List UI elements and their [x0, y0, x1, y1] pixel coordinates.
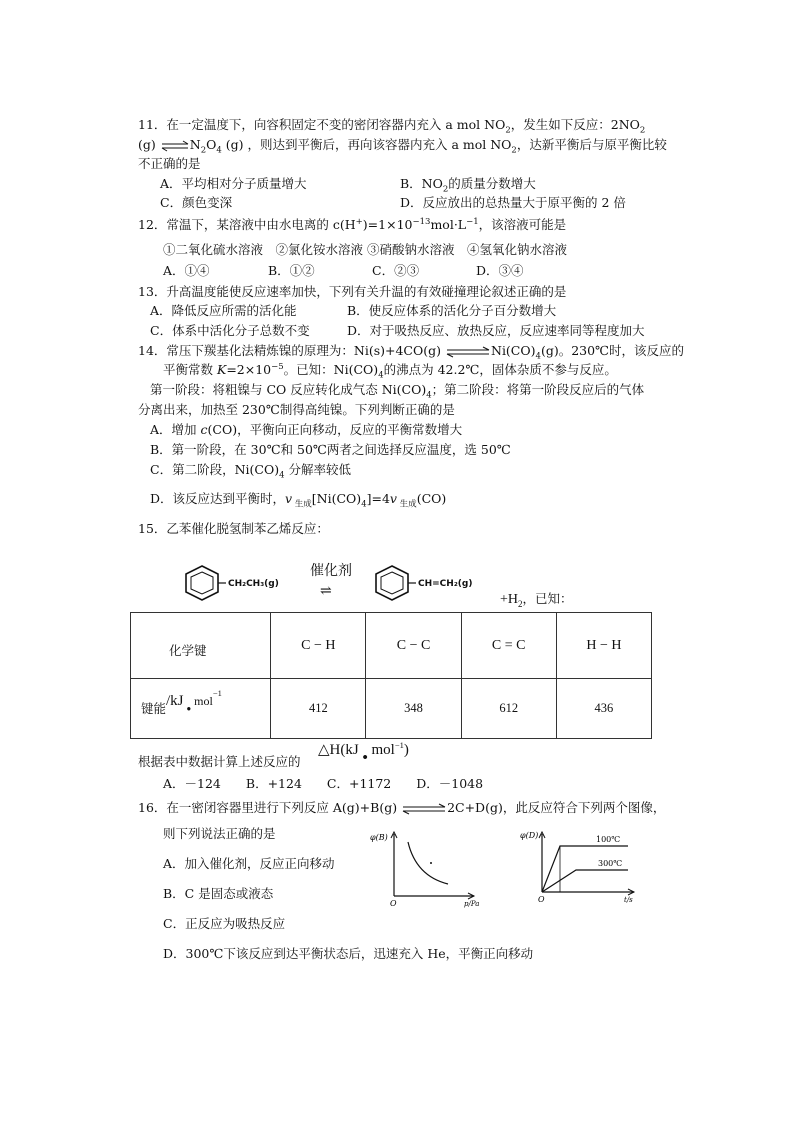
q11-n2o4: N [189, 137, 201, 152]
table-cell: 化学键 [131, 613, 271, 679]
q13-option-c: C．体系中活化分子总数不变 [150, 323, 310, 338]
q12-text-a: 12．常温下，某溶液中由水电离的 c(H [138, 217, 356, 232]
q14-line3: 第一阶段：将粗镍与 CO 反应转化成气态 $Ni(CO)_4$；第二阶段：将第一阶段反应后的气体 [150, 382, 645, 401]
row-label-exp: −1 [212, 687, 222, 698]
q14-option-a [150, 421, 462, 439]
q14-l2b: =2×10 [226, 362, 272, 377]
q12-exp2: −1 [466, 216, 479, 227]
q12-option-d: D．③④ [476, 263, 524, 278]
q14-od-v: v [285, 491, 293, 506]
q11-line3: 不正确的是 [138, 156, 201, 171]
hydrogen-product: $+H_2$，已知： [500, 592, 573, 609]
pressure-curve [408, 842, 448, 884]
graph1-xlabel: p/Pa [464, 900, 480, 908]
table-row-label: 键能/kJ • mol$^{-1}$ [131, 679, 271, 739]
q14-od-sub2: 生成 [396, 499, 417, 510]
q12-line2: ①二氧化硫水溶液 ②氯化铵水溶液 ③硝酸钠水溶液 ④氢氧化钠水溶液 [163, 242, 567, 257]
q15-options: A．－124 B．+124 C．+1172 D．－1048 [163, 776, 484, 791]
q12-text-c: mol·L [430, 217, 467, 232]
q14-od-a: D．该反应达到平衡时， [150, 491, 286, 506]
table-cell: 412 [271, 679, 366, 739]
q11-line1: 11．在一定温度下，向容积固定不变的密闭容器内充入 a mol $NO_2$，发生如下反应：$2NO_2$ [138, 117, 646, 136]
dh-a: △H(kJ [318, 742, 359, 758]
table-cell: C − C [366, 613, 461, 679]
q16-text-b: 2C+D(g)，此反应符合下列两个图像， [447, 800, 666, 815]
q14-oc-b: 分解率较低 [284, 462, 351, 477]
q16-option-c: C．正反应为吸热反应 [163, 916, 286, 931]
q14-oc-a: C．第二阶段，Ni(CO) [150, 462, 280, 477]
q16-line2: 则下列说法正确的是 [163, 826, 276, 841]
q13-option-a: A．降低反应所需的活化能 [150, 303, 297, 318]
q11-option-a: A．平均相对分子质量增大 [160, 176, 307, 191]
q12-option-a: A．①④ [163, 263, 210, 278]
q12-exp: −13 [412, 216, 431, 227]
table-cell: 612 [461, 679, 556, 739]
q12-option-c: C．②③ [372, 263, 420, 278]
dh-b: mol [371, 742, 395, 758]
equilibrium-arrow-icon [401, 803, 447, 815]
q14-l2a: 平衡常数 [163, 362, 217, 377]
q14-oa-c: c [200, 422, 208, 437]
q11-line2: (g) $N_2O_4$ (g) ，则达到平衡后，再向该容器内充入 a mol $NO_2$，达新平衡后与原平衡比较 [138, 137, 667, 156]
q14-l2c: 。已知：Ni(CO) [283, 362, 379, 377]
q11-optb-a: B．NO [400, 176, 443, 191]
q12-text-b: )=1×10 [362, 217, 413, 232]
q12-line1: 12．常温下，某溶液中由水电离的 $c(H^+)=1\times 10^{-13}mol\cdot L^{-1}$，该溶液可能是 [138, 216, 567, 232]
q14-od-v2: v [389, 491, 397, 506]
q14-option-b: B．第一阶段，在 30℃和 50℃两者之间选择反应温度，选 50℃ [150, 442, 511, 457]
q14-line1: 14．常压下羰基化法精炼镍的原理为：Ni(s)+4CO(g) $Ni(CO)_4(g)$。230℃时，该反应的 [138, 343, 685, 362]
q11-option-c: C．颜色变深 [160, 195, 233, 210]
q16-option-b: B．C 是固态或液态 [163, 886, 274, 901]
q14-text-b: Ni(CO) [491, 343, 536, 358]
q12-text-d: ，该溶液可能是 [478, 217, 567, 232]
q14-oa-a: A．增加 [150, 422, 201, 437]
dh-exp: −1 [394, 740, 404, 750]
known-text: ，已知： [522, 592, 573, 606]
q14-text-a: 14．常压下羰基化法精炼镍的原理为：Ni(s)+4CO(g) [138, 343, 442, 358]
q11-text-2e: ，达新平衡后与原平衡比较 [516, 137, 667, 152]
q14-l2d: 的沸点为 42.2℃，固体杂质不参与反应。 [383, 362, 617, 377]
dh-c: ) [403, 742, 409, 758]
q14-exp: −5 [271, 361, 284, 372]
q14-l3b: ；第二阶段：将第一阶段反应后的气体 [431, 382, 645, 397]
q11-text-1b: ，发生如下反应：2NO [510, 117, 640, 132]
ethylbenzene-formula: CH₂CH₃(g) [228, 579, 279, 589]
table-cell: H − H [556, 613, 651, 679]
styrene-formula: CH=CH₂(g) [418, 579, 473, 589]
q13-option-b: B．使反应体系的活化分子百分数增大 [347, 303, 557, 318]
q14-option-d: D．该反应达到平衡时，v $_{生成}[Ni(CO)_4]=4v$ $_{生成}$(CO) [150, 491, 447, 510]
row-label-c: mol [194, 694, 213, 708]
q13-line1: 13．升高温度能使反应速率加快，下列有关升温的有效碰撞理论叙述正确的是 [138, 284, 567, 299]
q14-l3a: 第一阶段：将粗镍与 CO 反应转化成气态 Ni(CO) [150, 382, 427, 397]
graph-phi-b-vs-pressure [370, 826, 480, 908]
table-cell: C = C [461, 613, 556, 679]
q15-calc: 根据表中数据计算上述反应的 [138, 754, 301, 769]
q14-oa-b: (CO)，平衡向正向移动，反应的平衡常数增大 [207, 422, 463, 437]
graph2-curve2: 300℃ [598, 859, 623, 868]
q14-od-d: (CO) [416, 491, 447, 506]
q13-option-d: D．对于吸热反应、放热反应，反应速率同等程度加大 [347, 323, 645, 338]
graph2-curve1: 100℃ [596, 835, 621, 844]
row-label-b: /kJ [166, 693, 184, 709]
equilibrium-arrow-icon [160, 140, 190, 152]
q15-delta-h: △H(kJ • mol$^{-1}$) [318, 740, 409, 766]
curve-100c [542, 846, 628, 892]
q16-line1 [138, 799, 665, 817]
q11-state: (g) [138, 137, 156, 152]
table-row [131, 679, 652, 739]
bond-energy-table [130, 612, 652, 739]
q11-option-d: D．反应放出的总热量大于原平衡的 2 倍 [400, 195, 626, 210]
plus-h2: +H [500, 592, 519, 607]
graph1-origin: O [390, 899, 397, 908]
equilibrium-arrow-icon [445, 346, 491, 358]
catalyst-label: 催化剂 [310, 563, 352, 579]
table-header-row [131, 613, 652, 679]
curve-300c [542, 870, 628, 892]
q11-text-1: 11．在一定温度下，向容积固定不变的密闭容器内充入 a mol NO [138, 117, 506, 132]
q16-option-a: A．加入催化剂，反应正向移动 [163, 856, 335, 871]
q14-line2: 平衡常数 $K=2\times 10^{-5}$。已知：$Ni(CO)_4$的沸点为 42.2℃，固体杂质不参与反应。 [163, 361, 617, 381]
q11-option-b: B．$NO_2$的质量分数增大 [400, 176, 536, 195]
q15-line1: 15．乙苯催化脱氢制苯乙烯反应： [138, 521, 329, 536]
graph2-ylabel: φ(D) [520, 831, 539, 840]
q16-text-a: 16．在一密闭容器里进行下列反应 A(g)+B(g) [138, 800, 398, 815]
q14-text-c: (g)。230℃时，该反应的 [540, 343, 685, 358]
q14-od-c: ]=4 [366, 491, 390, 506]
table-cell: C − H [271, 613, 366, 679]
row-label-a: 键能 [141, 702, 167, 716]
table-cell: 348 [366, 679, 461, 739]
graph-phi-d-vs-time [520, 826, 640, 908]
q14-line4: 分离出来，加热至 230℃制得高纯镍。下列判断正确的是 [138, 402, 455, 417]
q12-option-b: B．①② [268, 263, 315, 278]
q14-k: K [216, 362, 227, 377]
q14-od-b: [Ni(CO) [311, 491, 362, 506]
q11-text-2: (g) ，则达到平衡后，再向该容器内充入 a mol NO [221, 137, 512, 152]
q14-od-sub1: 生成 [292, 499, 312, 510]
table-cell: 436 [556, 679, 651, 739]
q11-o: O [206, 137, 217, 152]
q11-optb-b: 的质量分数增大 [448, 176, 536, 191]
graph2-xlabel: t/s [624, 896, 633, 904]
q16-option-d: D．300℃下该反应到达平衡状态后，迅速充入 He，平衡正向移动 [163, 946, 534, 961]
graph1-ylabel: φ(B) [370, 833, 388, 842]
reaction-arrow: ⇌ [320, 583, 332, 599]
graph2-origin: O [538, 895, 545, 904]
q14-option-c: C．第二阶段，$Ni(CO)_4$ 分解率较低 [150, 462, 351, 481]
